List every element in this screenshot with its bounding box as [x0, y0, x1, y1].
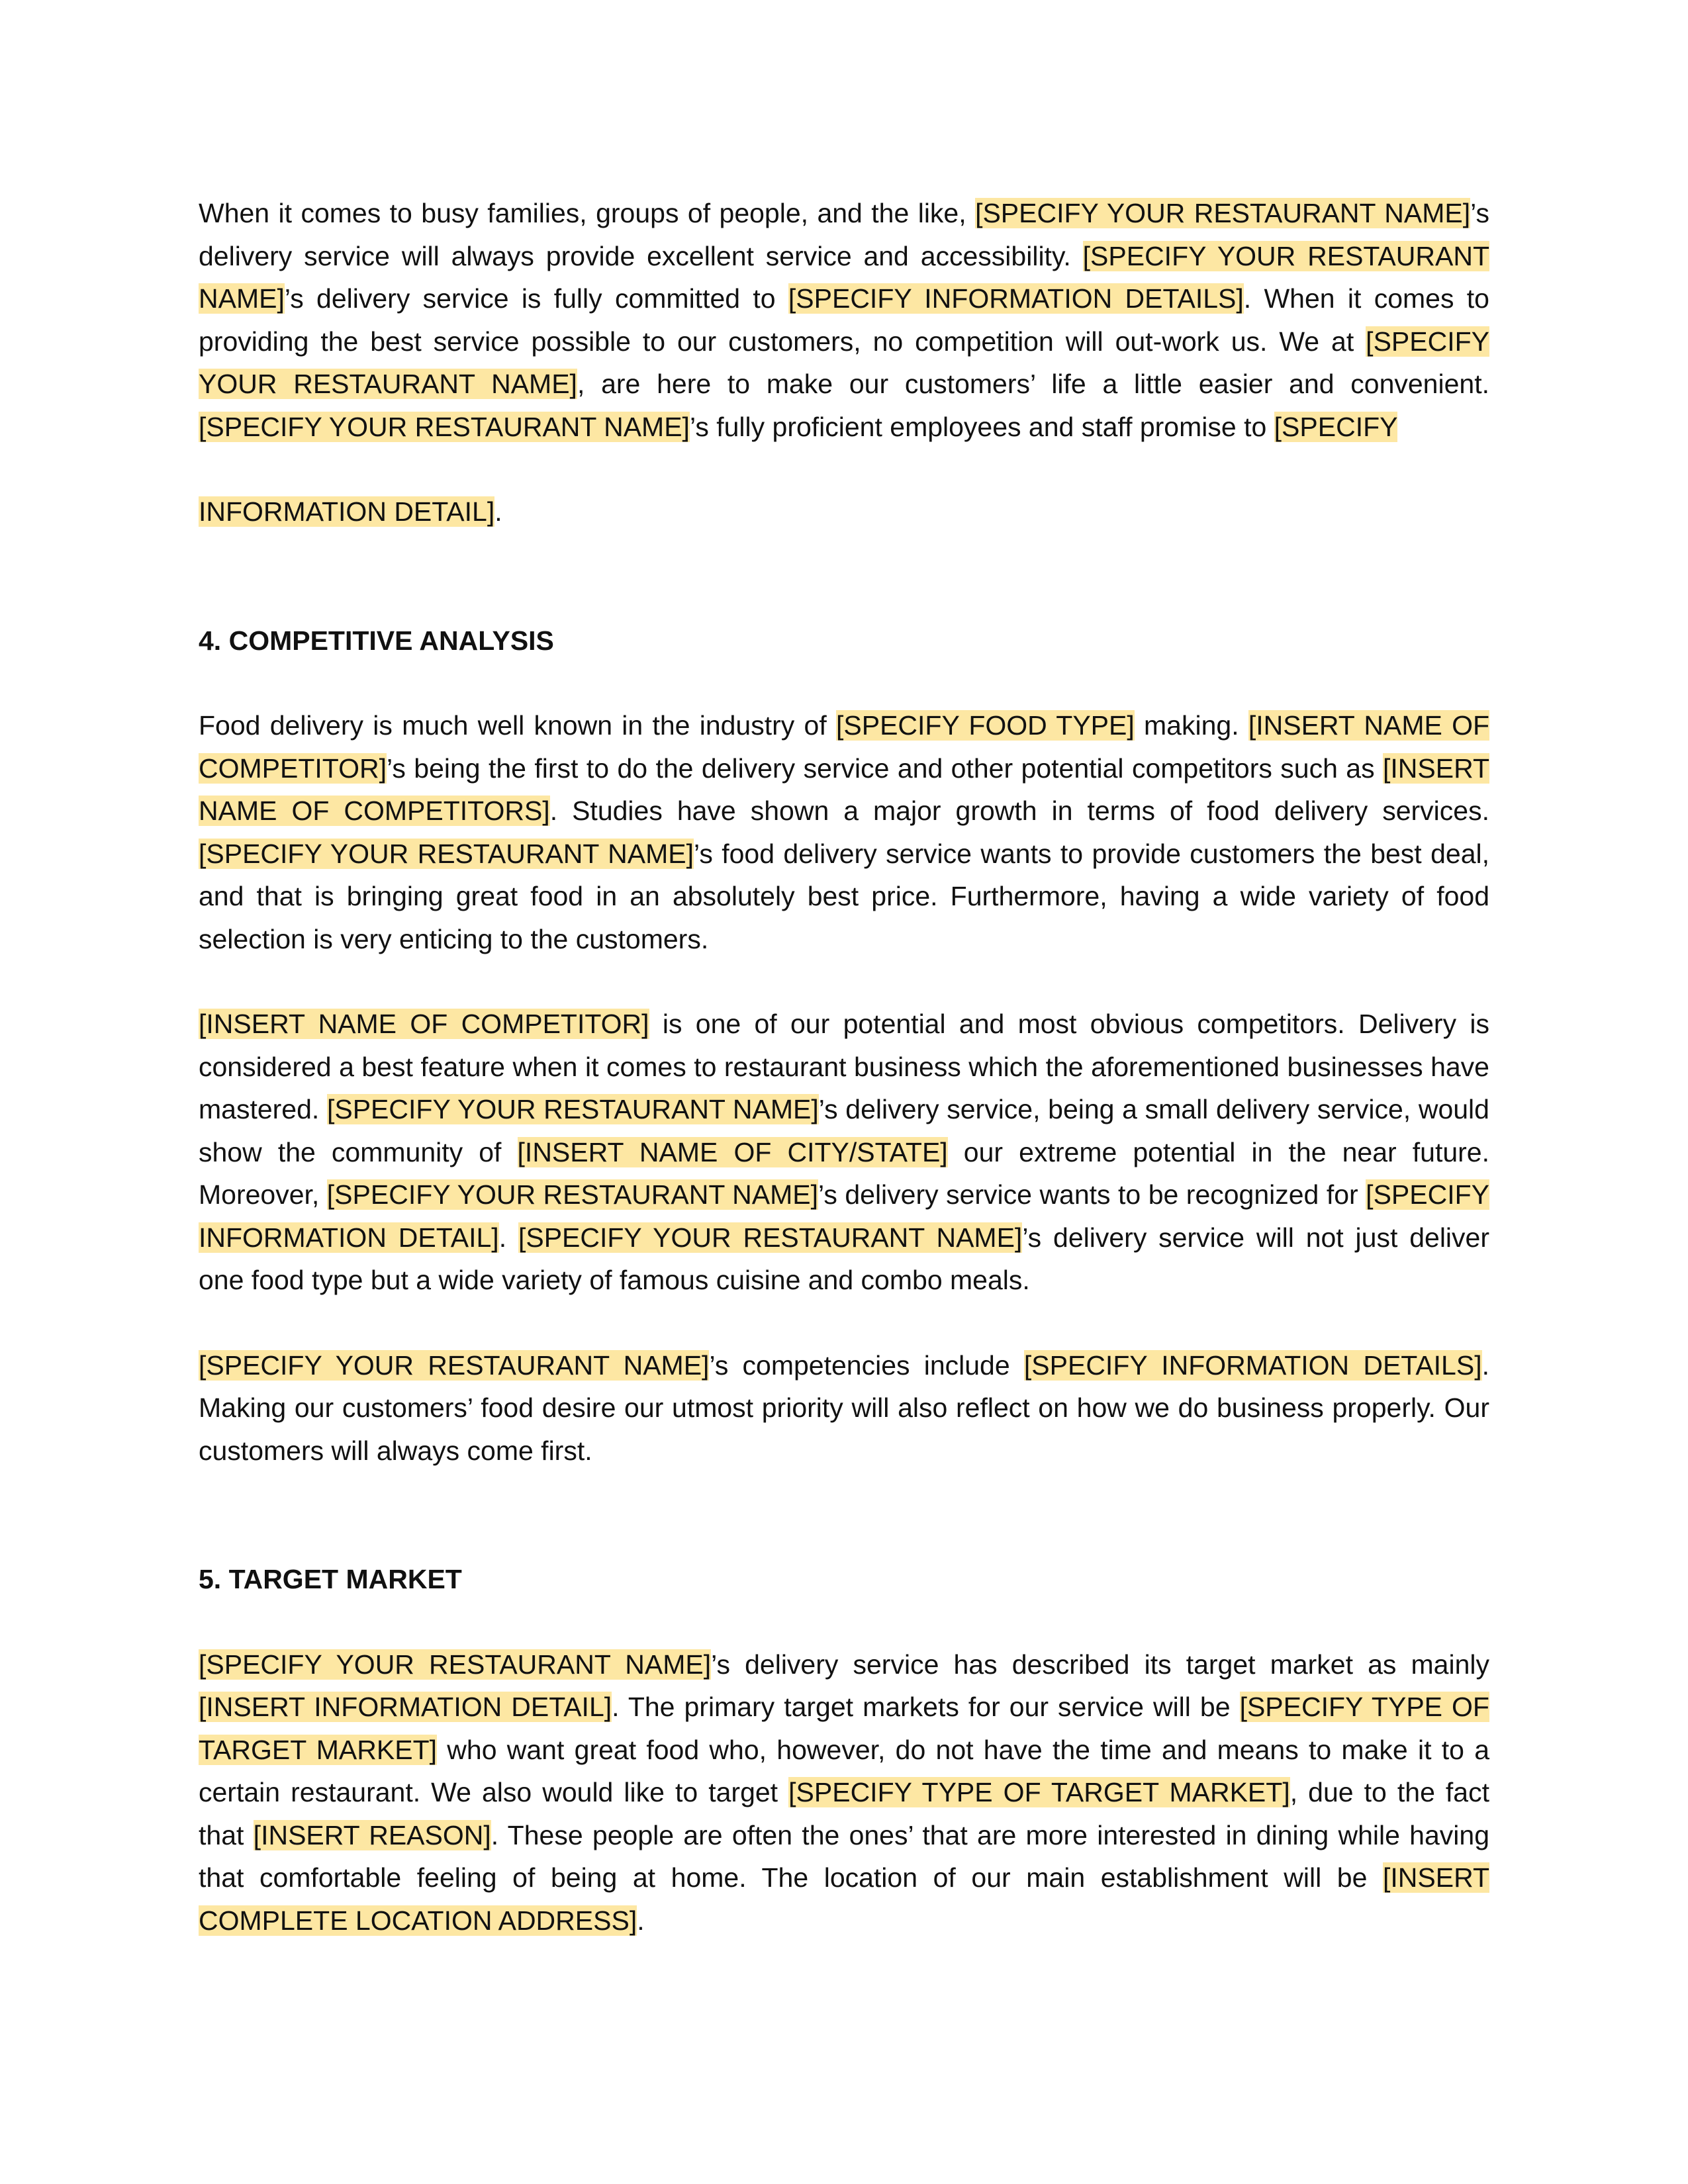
- intro-paragraph: [199, 192, 1489, 448]
- competitive-analysis-paragraph: [199, 704, 1489, 960]
- document-body: [199, 192, 1489, 1984]
- body-text: ’s delivery service has described its target market as mainly: [711, 1649, 1489, 1680]
- placeholder-field: [INSERT NAME OF COMPETITORS]: [199, 752, 1489, 826]
- body-text: making.: [1134, 710, 1248, 741]
- body-text: who want great food who, however, do not have the time and means to make it to a certain restaurant. We also would like to target: [199, 1734, 1489, 1807]
- placeholder-field: [SPECIFY YOUR RESTAURANT NAME]: [199, 240, 1489, 314]
- body-text: ’s delivery service is fully committed to: [284, 283, 788, 314]
- placeholder-field: [INSERT REASON]: [253, 1819, 491, 1850]
- competitive-analysis-paragraph: [199, 1344, 1489, 1473]
- placeholder-field: [SPECIFY FOOD TYPE]: [835, 710, 1135, 741]
- placeholder-field: [SPECIFY YOUR RESTAURANT NAME]: [326, 1094, 819, 1124]
- placeholder-field: [SPECIFY YOUR RESTAURANT NAME]: [199, 326, 1489, 399]
- body-text: , due to the fact that: [199, 1777, 1490, 1850]
- body-text: .: [637, 1905, 645, 1936]
- body-text: ’s being the first to do the delivery service and other potential competitors such as: [386, 752, 1383, 784]
- placeholder-field: INFORMATION DETAIL]: [199, 496, 495, 527]
- body-text: . When it comes to providing the best service possible to our customers, no competition will out-work us. We at: [199, 283, 1489, 357]
- placeholder-field: [SPECIFY YOUR RESTAURANT NAME]: [326, 1179, 818, 1210]
- placeholder-field: [SPECIFY TYPE OF TARGET MARKET]: [788, 1777, 1290, 1807]
- placeholder-field: [INSERT NAME OF COMPETITOR]: [199, 710, 1490, 784]
- body-text: ’s delivery service, being a small delivery service, would show the community of: [199, 1094, 1489, 1167]
- body-text: our extreme potential in the near future. Moreover,: [199, 1136, 1489, 1210]
- placeholder-field: [SPECIFY TYPE OF TARGET MARKET]: [199, 1692, 1489, 1765]
- target-market-paragraph: [199, 1643, 1489, 1942]
- placeholder-field: [SPECIFY: [1274, 411, 1398, 442]
- body-text: . Making our customers’ food desire our utmost priority will also reflect on how we do business properly. Our customers will always come first.: [199, 1349, 1489, 1466]
- body-text: , are here to make our customers’ life a little easier and convenient.: [577, 369, 1489, 399]
- placeholder-field: [SPECIFY YOUR RESTAURANT NAME]: [199, 838, 694, 869]
- placeholder-field: [INSERT INFORMATION DETAIL]: [199, 1692, 612, 1722]
- body-text: ’s delivery service wants to be recognized for: [818, 1179, 1366, 1210]
- placeholder-field: [SPECIFY YOUR RESTAURANT NAME]: [975, 198, 1471, 228]
- placeholder-field: [SPECIFY YOUR RESTAURANT NAME]: [199, 1349, 710, 1381]
- body-text: . These people are often the ones’ that are more interested in dining while having that comfortable feeling of being at home. The location of our main establishment will be: [199, 1819, 1489, 1893]
- section-heading-competitive-analysis: 4. COMPETITIVE ANALYSIS: [199, 625, 554, 656]
- placeholder-field: [INSERT NAME OF CITY/STATE]: [517, 1136, 948, 1167]
- body-text: ’s delivery service will always provide excellent service and accessibility.: [199, 198, 1489, 271]
- intro-paragraph-continuation: [199, 490, 1489, 533]
- placeholder-field: [SPECIFY YOUR RESTAURANT NAME]: [518, 1222, 1023, 1253]
- placeholder-field: [SPECIFY YOUR RESTAURANT NAME]: [199, 1649, 712, 1680]
- body-text: ’s fully proficient employees and staff promise to: [689, 411, 1274, 442]
- body-text: Food delivery is much well known in the industry of: [199, 710, 836, 741]
- placeholder-field: [INSERT COMPLETE LOCATION ADDRESS]: [199, 1862, 1489, 1936]
- placeholder-field: [SPECIFY YOUR RESTAURANT NAME]: [199, 411, 690, 442]
- body-text: ’s delivery service will not just deliver one food type but a wide variety of famous cuisine and combo meals.: [199, 1222, 1489, 1295]
- competitive-analysis-paragraph: [199, 1003, 1489, 1302]
- placeholder-field: [SPECIFY INFORMATION DETAILS]: [1023, 1349, 1482, 1381]
- body-text: is one of our potential and most obvious competitors. Delivery is considered a best feature when it comes to restaurant business which the aforementioned businesses have mastered.: [199, 1009, 1489, 1124]
- body-text: ’s food delivery service wants to provide customers the best deal, and that is bringing great food in an absolutely best price. Furthermore, having a wide variety of food selection is very enticing to the customers.: [199, 838, 1489, 954]
- body-text: ’s competencies include: [709, 1349, 1024, 1381]
- body-text: . The primary target markets for our service will be: [612, 1692, 1240, 1722]
- body-text: . Studies have shown a major growth in terms of food delivery services.: [549, 796, 1489, 826]
- placeholder-field: [INSERT NAME OF COMPETITOR]: [199, 1009, 649, 1039]
- placeholder-field: [SPECIFY INFORMATION DETAIL]: [199, 1179, 1489, 1253]
- placeholder-field: [SPECIFY INFORMATION DETAILS]: [788, 283, 1244, 314]
- section-heading-target-market: 5. TARGET MARKET: [199, 1564, 462, 1594]
- body-text: .: [498, 1222, 518, 1253]
- body-text: When it comes to busy families, groups of people, and the like,: [199, 198, 976, 228]
- body-text: .: [494, 496, 502, 527]
